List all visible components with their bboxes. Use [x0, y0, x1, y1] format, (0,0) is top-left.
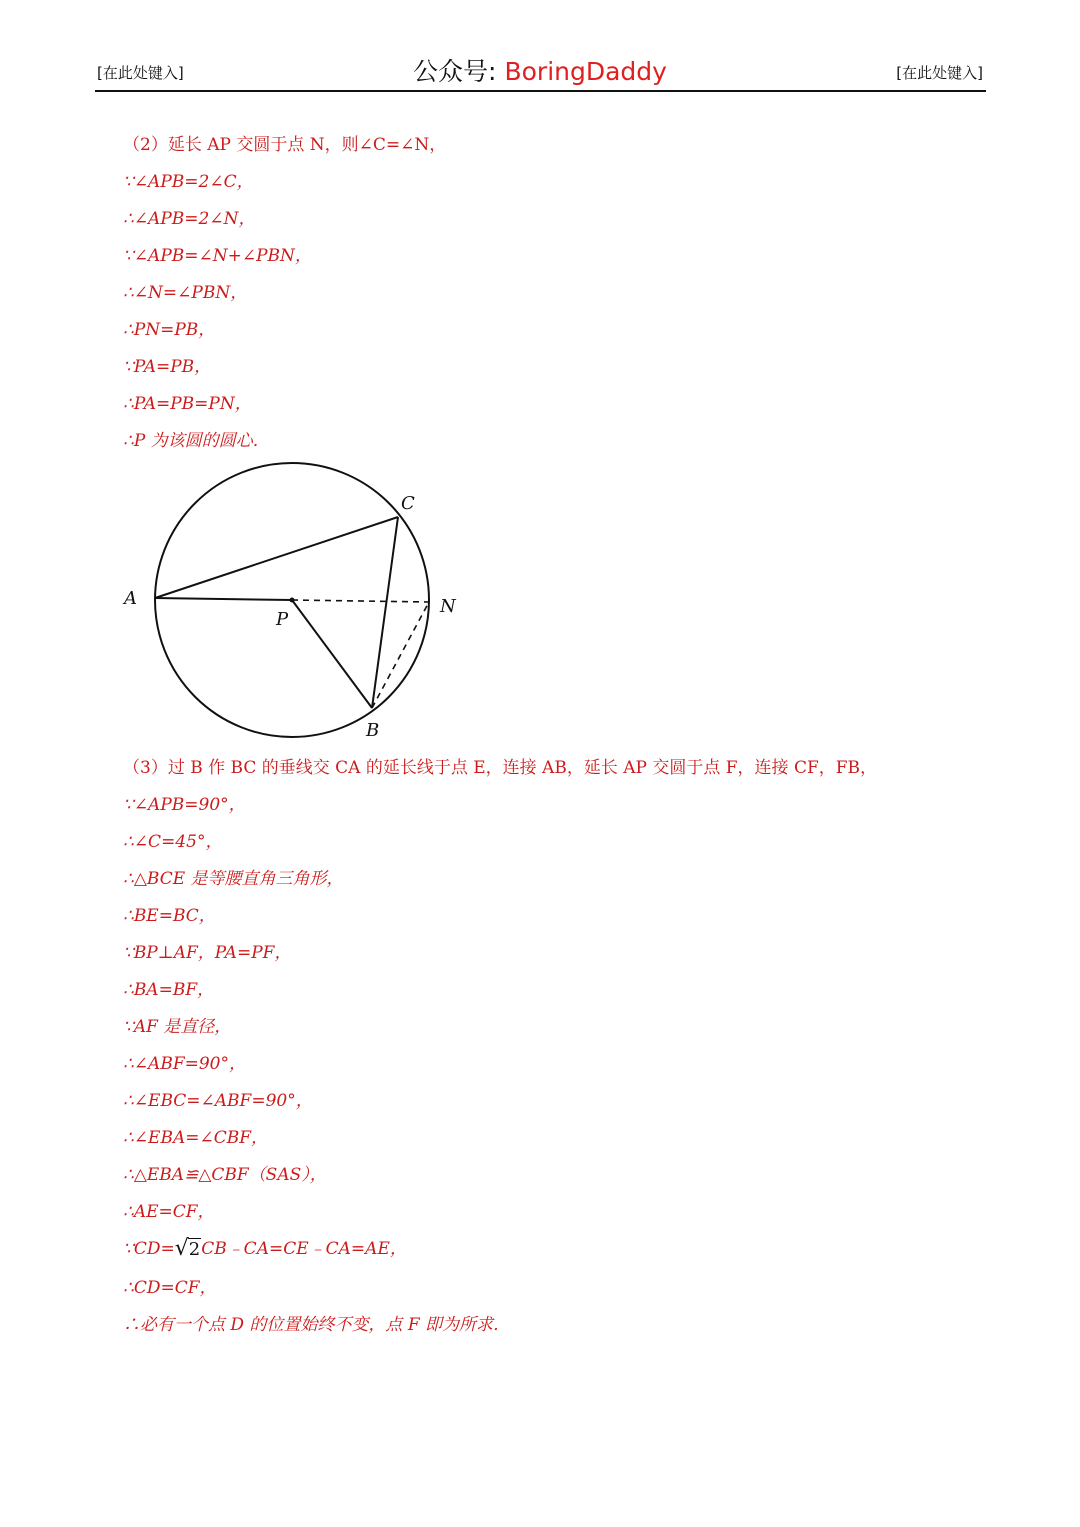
proof-line: ∴PA=PB=PN，: [123, 394, 252, 414]
proof-line: ∴CD=CF，: [123, 1278, 217, 1298]
sqrt-suffix: CB﹣CA=CE﹣CA=AE，: [201, 1239, 407, 1259]
segment-AP: [155, 598, 292, 600]
label-P: P: [276, 609, 289, 630]
segment-AC: [155, 517, 398, 598]
sqrt-prefix: ∵CD=: [123, 1239, 175, 1259]
segment-PN-dashed: [292, 600, 429, 602]
segment-CB: [372, 517, 398, 708]
proof-line: ∴∠N=∠PBN，: [123, 283, 248, 303]
proof-line: ∴△BCE 是等腰直角三角形，: [123, 869, 344, 889]
proof-line: ∴P 为该圆的圆心．: [123, 431, 270, 451]
proof-line: ∴∠EBC=∠ABF=90°，: [123, 1091, 313, 1111]
sqrt-radicand: 2: [188, 1239, 201, 1260]
proof-line: ∴△EBA≌△CBF（SAS），: [123, 1165, 327, 1185]
proof-line: ∵∠APB=90°，: [123, 795, 246, 815]
proof-line: ∴∠C=45°，: [123, 832, 223, 852]
header-label: 公众号:: [413, 57, 497, 86]
proof-line: ∴∠ABF=90°，: [123, 1054, 247, 1074]
segment-BN-dashed: [372, 602, 429, 708]
proof-line: ∴BE=BC，: [123, 906, 216, 926]
proof-line: ∴AE=CF，: [123, 1202, 215, 1222]
proof-line-sqrt: [123, 1234, 407, 1260]
proof-line: ∴∠EBA=∠CBF，: [123, 1128, 269, 1148]
label-C: C: [401, 493, 415, 514]
proof-line: ∵BP⊥AF，PA=PF，: [123, 943, 292, 963]
header-right-placeholder: [在此处键入]: [896, 64, 983, 82]
geometry-figure: [110, 455, 470, 755]
proof-line: （2）延长 AP 交圆于点 N，则∠C=∠N，: [123, 135, 447, 155]
proof-line: ∵∠APB=2∠C，: [123, 172, 254, 192]
proof-line: ∴必有一个点 D 的位置始终不变，点 F 即为所求．: [123, 1315, 511, 1335]
point-P: [290, 598, 295, 603]
header-left-placeholder: [在此处键入]: [97, 64, 184, 82]
segment-PB: [292, 600, 372, 708]
proof-line: ∴BA=BF，: [123, 980, 215, 1000]
header-divider: [95, 90, 986, 92]
label-A: A: [124, 588, 137, 609]
label-N: N: [440, 596, 456, 617]
proof-line: ∵AF 是直径，: [123, 1017, 232, 1037]
proof-line: ∵∠APB=∠N+∠PBN，: [123, 246, 312, 266]
proof-line: ∴∠APB=2∠N，: [123, 209, 256, 229]
sqrt-symbol: √2: [174, 1236, 201, 1261]
label-B: B: [366, 720, 380, 741]
header-brand: BoringDaddy: [504, 57, 667, 86]
proof-line: ∴PN=PB，: [123, 320, 216, 340]
proof-line: ∵PA=PB，: [123, 357, 212, 377]
proof-line: （3）过 B 作 BC 的垂线交 CA 的延长线于点 E，连接 AB，延长 AP 交圆于点 F，连接 CF，FB，: [123, 758, 878, 778]
